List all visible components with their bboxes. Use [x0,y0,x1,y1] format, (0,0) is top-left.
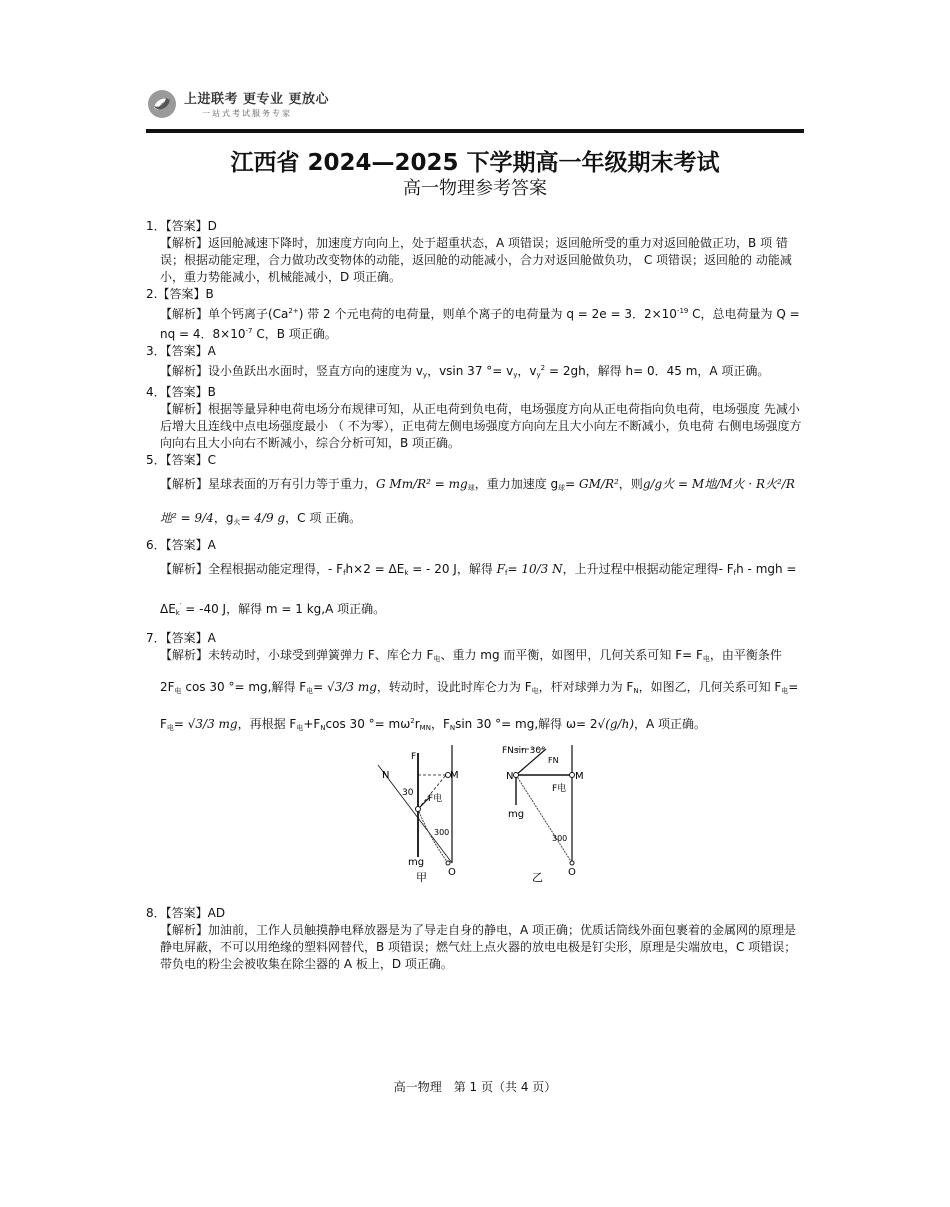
subscript: 火 [233,518,241,526]
text: h×2 = ΔE [345,562,405,576]
formula-g: = GM/R² [565,477,619,491]
subscript: 电 [306,687,314,695]
text: ，杆对球弹力为 F [538,680,634,694]
formula-gravity: G Mm/R² = mg [376,477,468,491]
q1-answer: 1．【答案】D [146,219,217,233]
text: h - mgh = [736,562,797,576]
superscript: -7 [245,327,253,335]
subscript: 电 [702,655,710,663]
label-mg: mg [508,809,525,820]
logo-swirl-icon [146,88,178,120]
text: C，总电荷量为 Q = nq = 4．8×10 [160,307,800,341]
text: ，重力加速度 g [474,477,559,491]
point-O [446,861,450,865]
formula-fe: = √3/3 mg [313,680,377,694]
formula-ratio: g/g火 = M地/M火 · R火²/R地² = 9/4 [160,477,795,525]
text: 、重力 mg 而平衡，如图甲，几何关系可知 F= F [440,648,703,662]
label-angle: 30 [402,788,414,798]
label-F: F [411,752,417,762]
subscript: 电 [781,687,789,695]
subscript: N [633,687,639,695]
text: ，则 [618,477,643,491]
figure-jia [370,745,460,900]
superscript: 2 [410,717,415,725]
q7-explanation-2 [160,672,806,706]
text: sin 30 °= mg,解得 ω= 2 [455,717,598,731]
text: ，转动时，设此时库仑力为 F [376,680,532,694]
label-O: O [448,867,456,878]
text: ，g [213,511,234,525]
publisher-logo [146,86,346,124]
page-subtitle: 高一物理参考答案 [403,178,547,199]
subscript: f [504,569,508,577]
subscript: 电 [166,724,174,732]
text: 2F [160,680,175,694]
label-N: N [506,771,514,782]
text: r [414,717,420,731]
text: ，v [517,364,537,378]
formula-ff: = 10/3 N [507,562,563,576]
subscript: N [449,724,456,732]
text: ，再根据 F [237,717,297,731]
q1-explanation: 【解析】返回舱减速下降时，加速度方向向上，处于超重状态，A 项错误；返回舱所受的重力对返回舱做正功，B 项 错误；根据动能定理，合力做功改变物体的动能，返回舱的动能减小，合力对返回舱做负功， C 项错误；返回舱的 动能减小，重力势能减小，机械能减小，D 项正确。 [160,236,792,284]
page-title: 江西省 2024—2025 下学期高一年级期末考试 [230,150,720,176]
label-FN: FN [548,756,559,765]
q7-figures [146,745,806,905]
label-angle: 300 [552,834,568,843]
ball [514,773,519,778]
subscript: 电 [433,655,441,663]
text: ，A 项正确。 [634,717,707,731]
q8-answer: 8．【答案】AD [146,906,226,920]
subscript: N [320,724,326,732]
text: ，F [430,717,450,731]
text: cos 30 °= mω [325,717,411,731]
text: ) 带 2 个元电荷的电荷量，则单个离子的电荷量为 q = 2e = 3．2×10 [298,307,677,321]
label-FNsin: FNsin 30° [502,746,546,756]
superscript: 2+ [288,307,299,315]
caption-yi: 乙 [532,871,543,884]
header-rule [146,129,804,133]
text: = -40 J，解得 m = 1 kg,A 项正确。 [181,602,386,616]
text: 【解析】设小鱼跃出水面时，竖直方向的速度为 v [160,364,423,378]
subscript: 电 [531,687,539,695]
q7-explanation-3 [160,706,806,743]
label-O: O [568,867,576,878]
text: 【解析】全程根据动能定理得，- F [160,562,344,576]
label-angle2: 300 [434,828,450,837]
q6-explanation-cont [160,598,806,622]
text: ΔE [160,602,176,616]
point-O [570,861,574,865]
subscript: y [536,371,541,379]
q7-explanation [160,647,806,668]
text: F [160,717,167,731]
q2-answer: 2.【答案】B [146,287,214,301]
text: ，C 项 正确。 [285,511,362,525]
text: ，vsin 37 °= v [427,364,514,378]
subscript: MN [419,724,431,732]
formula-fe2: = √3/3 mg [173,717,238,731]
text: cos 30 °= mg,解得 F [181,680,307,694]
label-M: M [575,771,584,782]
subscript: f [343,569,346,577]
q7-answer: 7．【答案】A [146,631,216,645]
label-mg: mg [408,857,425,868]
q3-answer: 3．【答案】A [146,344,216,358]
text: 【解析】未转动时，小球受到弹簧弹力 F、库仑力 F [160,648,434,662]
subscript: 球 [558,484,566,492]
answer-content [146,218,806,973]
q4-explanation: 【解析】根据等量异种电荷电场分布规律可知，从正电荷到负电荷，电场强度方向从正电荷指向负电荷，电场强度 先减小后增大且连线中点电场强度最小 （ 不为零），正电荷左侧电场强度方向向左且大小向左不断减小，负电荷 右侧电场强度方向向右且大小向右不断减小，综合分析可知，B 项正确。 [160,402,802,450]
subscript: k [404,569,409,577]
text: C，B 项正确。 [252,327,337,341]
q4-answer: 4．【答案】B [146,385,216,399]
subscript: y [513,371,518,379]
q5-explanation [160,469,806,537]
superscript: ′ [179,602,182,610]
text: ，如图乙，几何关系可知 F [638,680,782,694]
page-footer: 高一物理 第 1 页（共 4 页） [393,1080,557,1094]
text: = - 20 J，解得 [408,562,497,576]
text: +F [303,717,321,731]
point-M [570,773,575,778]
figure-yi [502,745,602,900]
subscript: 电 [296,724,304,732]
formula-gmars: = 4/9 g [240,511,286,525]
logo-slogan: 上进联考 更专业 更放心 [184,92,330,107]
spacer [146,622,806,630]
subscript: f [733,569,737,577]
q5-answer: 5．【答案】C [146,453,217,467]
ball [416,807,421,812]
subscript: 电 [174,687,182,695]
label-M: M [450,770,459,781]
q2-explanation [160,303,806,343]
subscript: k [175,609,180,617]
label-N: N [382,770,390,781]
label-Fe: F电 [428,794,443,804]
subscript: 球 [467,484,475,492]
q6-explanation [160,554,806,588]
text: = 2gh，解得 h= 0．45 m，A 项正确。 [545,364,770,378]
text: = [788,680,799,694]
text: 【解析】星球表面的万有引力等于重力， [160,477,377,491]
label-Fe: F电 [552,784,567,794]
superscript: 2 [540,364,546,372]
text: ，由平衡条件 [709,648,782,662]
text: 【解析】单个钙离子(Ca [160,307,289,321]
q3-explanation [160,360,806,384]
q6-answer: 6．【答案】A [146,538,216,552]
superscript: -19 [676,307,689,315]
q8-explanation: 【解析】加油前，工作人员触摸静电释放器是为了导走自身的静电，A 项正确；优质话筒线外面包裹着的金属网的原理是静电屏蔽，不可以用绝缘的塑料网替代，B 项错误；燃气灶上点火器的放电电极是钉尖形，原理是尖端放电，C 项错误；带负电的粉尘会被收集在除尘器的 A 板上，D 项正确。 [160,923,797,971]
formula: F [496,562,505,576]
caption-jia: 甲 [416,871,427,884]
logo-tagline: 一站式考试服务专家 [202,109,292,118]
formula-omega: √(g/h) [597,717,635,731]
text: ，上升过程中根据动能定理得- F [562,562,734,576]
subscript: y [422,371,428,379]
